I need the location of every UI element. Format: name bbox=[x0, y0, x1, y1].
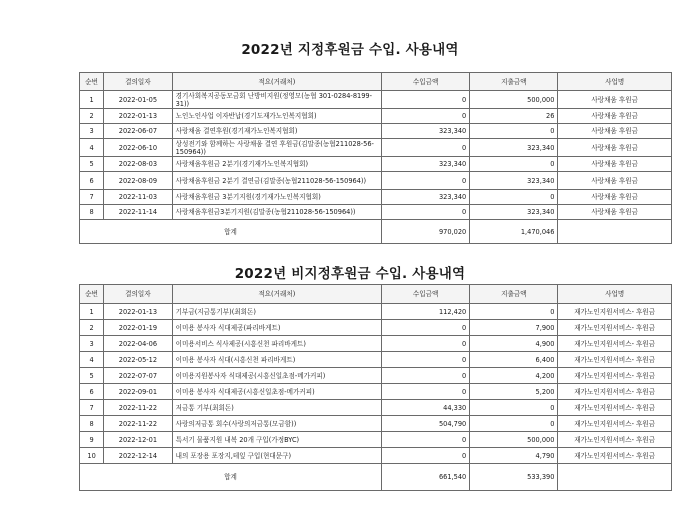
table-row bbox=[80, 91, 672, 109]
cell-income: 323,340 bbox=[382, 124, 470, 139]
header-no: 순번 bbox=[80, 73, 104, 91]
table-row bbox=[80, 416, 672, 432]
cell-project: 사랑채움 후원금 bbox=[558, 172, 672, 190]
total-label: 합계 bbox=[80, 220, 382, 244]
header-summary: 적요(거래처) bbox=[172, 285, 381, 304]
cell-summary: 노인노인사업 이자반납(경기도재가노인복지협회) bbox=[172, 109, 381, 124]
cell-income: 44,330 bbox=[382, 400, 470, 416]
section2-title: 2022년 비지정후원금 수입. 사용내역 bbox=[234, 266, 466, 282]
cell-expense: 7,900 bbox=[470, 320, 558, 336]
cell-date: 2022-09-01 bbox=[104, 384, 172, 400]
cell-summary: 사랑채움후원금 2분기(경기재가노인복지협회) bbox=[172, 157, 381, 172]
cell-project: 사랑채움 후원금 bbox=[558, 157, 672, 172]
table-row bbox=[80, 124, 672, 139]
cell-date: 2022-01-05 bbox=[104, 91, 172, 109]
cell-summary: 상성전기와 함께하는 사랑채움 결연 후원금(김말종(농협211028-56-150964)) bbox=[172, 139, 381, 157]
cell-expense: 500,000 bbox=[470, 432, 558, 448]
table-row bbox=[80, 320, 672, 336]
cell-summary: 이미용 봉사자 식대제공(파리바게트) bbox=[172, 320, 381, 336]
total-project-empty bbox=[558, 220, 672, 244]
cell-expense: 0 bbox=[470, 304, 558, 320]
total-row bbox=[80, 220, 672, 244]
cell-project: 재가노인지원서비스- 후원금 bbox=[558, 400, 672, 416]
header-no: 순번 bbox=[80, 285, 104, 304]
cell-no: 4 bbox=[80, 139, 104, 157]
cell-income: 504,790 bbox=[382, 416, 470, 432]
cell-summary: 이미용 봉사자 식대(시흥신천 파리바게트) bbox=[172, 352, 381, 368]
designated-donation-table bbox=[79, 72, 672, 244]
cell-expense: 4,790 bbox=[470, 448, 558, 464]
total-expense: 533,390 bbox=[470, 464, 558, 491]
cell-no: 5 bbox=[80, 368, 104, 384]
cell-no: 6 bbox=[80, 172, 104, 190]
table-row bbox=[80, 157, 672, 172]
table-row bbox=[80, 368, 672, 384]
cell-no: 4 bbox=[80, 352, 104, 368]
cell-expense: 5,200 bbox=[470, 384, 558, 400]
cell-project: 재가노인지원서비스- 후원금 bbox=[558, 352, 672, 368]
cell-summary: 사랑의저금통 회수(사랑의저금통(모금함)) bbox=[172, 416, 381, 432]
cell-project: 사랑채움 후원금 bbox=[558, 139, 672, 157]
cell-project: 사랑채움 후원금 bbox=[558, 190, 672, 205]
cell-no: 5 bbox=[80, 157, 104, 172]
header-date: 결의일자 bbox=[104, 73, 172, 91]
cell-project: 재가노인지원서비스- 후원금 bbox=[558, 320, 672, 336]
cell-no: 3 bbox=[80, 124, 104, 139]
cell-summary: 사랑채움후원금3분기지원(김말종(농협211028-56-150964)) bbox=[172, 205, 381, 220]
cell-expense: 4,900 bbox=[470, 336, 558, 352]
cell-date: 2022-01-13 bbox=[104, 109, 172, 124]
cell-income: 0 bbox=[382, 432, 470, 448]
cell-date: 2022-06-10 bbox=[104, 139, 172, 157]
table-row bbox=[80, 400, 672, 416]
cell-summary: 기부금(지금통기부)(최회돈) bbox=[172, 304, 381, 320]
header-income: 수입금액 bbox=[382, 73, 470, 91]
cell-date: 2022-01-13 bbox=[104, 304, 172, 320]
table-row bbox=[80, 448, 672, 464]
cell-income: 0 bbox=[382, 205, 470, 220]
cell-income: 0 bbox=[382, 139, 470, 157]
header-expense: 지출금액 bbox=[470, 73, 558, 91]
cell-income: 323,340 bbox=[382, 190, 470, 205]
cell-date: 2022-11-03 bbox=[104, 190, 172, 205]
total-project-empty bbox=[558, 464, 672, 491]
cell-date: 2022-08-09 bbox=[104, 172, 172, 190]
cell-no: 2 bbox=[80, 109, 104, 124]
cell-expense: 0 bbox=[470, 124, 558, 139]
total-expense: 1,470,046 bbox=[470, 220, 558, 244]
cell-no: 7 bbox=[80, 400, 104, 416]
table-row bbox=[80, 352, 672, 368]
table-row bbox=[80, 432, 672, 448]
table-row bbox=[80, 384, 672, 400]
cell-income: 0 bbox=[382, 91, 470, 109]
undesignated-donation-table bbox=[79, 284, 672, 491]
cell-summary: 사랑채움후원금 3분기지원(경기재가노인복지협회) bbox=[172, 190, 381, 205]
total-label: 합계 bbox=[80, 464, 382, 491]
header-date: 결의일자 bbox=[104, 285, 172, 304]
cell-expense: 0 bbox=[470, 157, 558, 172]
cell-expense: 26 bbox=[470, 109, 558, 124]
cell-date: 2022-08-03 bbox=[104, 157, 172, 172]
cell-income: 323,340 bbox=[382, 157, 470, 172]
cell-date: 2022-05-12 bbox=[104, 352, 172, 368]
cell-summary: 사랑채움후원금 2분기 결연금(김말종(농협211028-56-150964)) bbox=[172, 172, 381, 190]
cell-no: 8 bbox=[80, 416, 104, 432]
cell-no: 6 bbox=[80, 384, 104, 400]
cell-date: 2022-04-06 bbox=[104, 336, 172, 352]
cell-summary: 경기사회복지공동모금회 난방비지원(정영모(농협 301-0284-8199-31)) bbox=[172, 91, 381, 109]
cell-date: 2022-11-22 bbox=[104, 400, 172, 416]
cell-project: 재가노인지원서비스- 후원금 bbox=[558, 448, 672, 464]
cell-income: 0 bbox=[382, 352, 470, 368]
cell-expense: 323,340 bbox=[470, 205, 558, 220]
cell-project: 재가노인지원서비스- 후원금 bbox=[558, 336, 672, 352]
cell-project: 사랑채움 후원금 bbox=[558, 109, 672, 124]
cell-no: 7 bbox=[80, 190, 104, 205]
cell-expense: 6,400 bbox=[470, 352, 558, 368]
cell-summary: 이미용서비스 식사제공(시흥신천 파리바게트) bbox=[172, 336, 381, 352]
cell-expense: 323,340 bbox=[470, 172, 558, 190]
cell-income: 112,420 bbox=[382, 304, 470, 320]
cell-expense: 0 bbox=[470, 190, 558, 205]
cell-no: 10 bbox=[80, 448, 104, 464]
cell-income: 0 bbox=[382, 320, 470, 336]
table-row bbox=[80, 172, 672, 190]
cell-project: 재가노인지원서비스- 후원금 bbox=[558, 416, 672, 432]
table-row bbox=[80, 139, 672, 157]
cell-expense: 0 bbox=[470, 400, 558, 416]
cell-expense: 323,340 bbox=[470, 139, 558, 157]
cell-expense: 0 bbox=[470, 416, 558, 432]
cell-summary: 특서기 물품지원 내복 20개 구입(가정BYC) bbox=[172, 432, 381, 448]
cell-project: 사랑채움 후원금 bbox=[558, 124, 672, 139]
cell-income: 0 bbox=[382, 448, 470, 464]
table-row bbox=[80, 304, 672, 320]
cell-date: 2022-01-19 bbox=[104, 320, 172, 336]
header-project: 사업명 bbox=[558, 285, 672, 304]
total-row bbox=[80, 464, 672, 491]
cell-income: 0 bbox=[382, 172, 470, 190]
cell-project: 사랑채움 후원금 bbox=[558, 91, 672, 109]
cell-no: 8 bbox=[80, 205, 104, 220]
cell-no: 1 bbox=[80, 304, 104, 320]
table-header-row bbox=[80, 285, 672, 304]
table-row bbox=[80, 109, 672, 124]
cell-project: 재가노인지원서비스- 후원금 bbox=[558, 368, 672, 384]
cell-summary: 이미용 봉사자 식대제공(시흥신일초점-메가커피) bbox=[172, 384, 381, 400]
cell-expense: 500,000 bbox=[470, 91, 558, 109]
header-income: 수입금액 bbox=[382, 285, 470, 304]
cell-income: 0 bbox=[382, 384, 470, 400]
cell-income: 0 bbox=[382, 109, 470, 124]
cell-expense: 4,200 bbox=[470, 368, 558, 384]
cell-no: 3 bbox=[80, 336, 104, 352]
cell-no: 2 bbox=[80, 320, 104, 336]
cell-summary: 이미용지원봉사자 식대제공(시흥신일초점-메가커피) bbox=[172, 368, 381, 384]
cell-date: 2022-06-07 bbox=[104, 124, 172, 139]
table-row bbox=[80, 336, 672, 352]
total-income: 970,020 bbox=[382, 220, 470, 244]
cell-project: 사랑채움 후원금 bbox=[558, 205, 672, 220]
table-header-row bbox=[80, 73, 672, 91]
cell-date: 2022-11-14 bbox=[104, 205, 172, 220]
cell-project: 재가노인지원서비스- 후원금 bbox=[558, 304, 672, 320]
header-project: 사업명 bbox=[558, 73, 672, 91]
cell-date: 2022-12-14 bbox=[104, 448, 172, 464]
cell-summary: 저금통 기부(최회돈) bbox=[172, 400, 381, 416]
cell-project: 재가노인지원서비스- 후원금 bbox=[558, 384, 672, 400]
cell-income: 0 bbox=[382, 368, 470, 384]
cell-income: 0 bbox=[382, 336, 470, 352]
cell-date: 2022-11-22 bbox=[104, 416, 172, 432]
cell-date: 2022-12-01 bbox=[104, 432, 172, 448]
table-row bbox=[80, 205, 672, 220]
header-expense: 지출금액 bbox=[470, 285, 558, 304]
table-row bbox=[80, 190, 672, 205]
cell-summary: 사랑채움 결연후원(경기재가노인복지협회) bbox=[172, 124, 381, 139]
cell-project: 재가노인지원서비스- 후원금 bbox=[558, 432, 672, 448]
section1-title: 2022년 지정후원금 수입. 사용내역 bbox=[241, 42, 459, 58]
cell-no: 9 bbox=[80, 432, 104, 448]
total-income: 661,540 bbox=[382, 464, 470, 491]
header-summary: 적요(거래처) bbox=[172, 73, 381, 91]
cell-date: 2022-07-07 bbox=[104, 368, 172, 384]
cell-no: 1 bbox=[80, 91, 104, 109]
cell-summary: 내의 포장용 포장지,테잎 구입(현대문구) bbox=[172, 448, 381, 464]
